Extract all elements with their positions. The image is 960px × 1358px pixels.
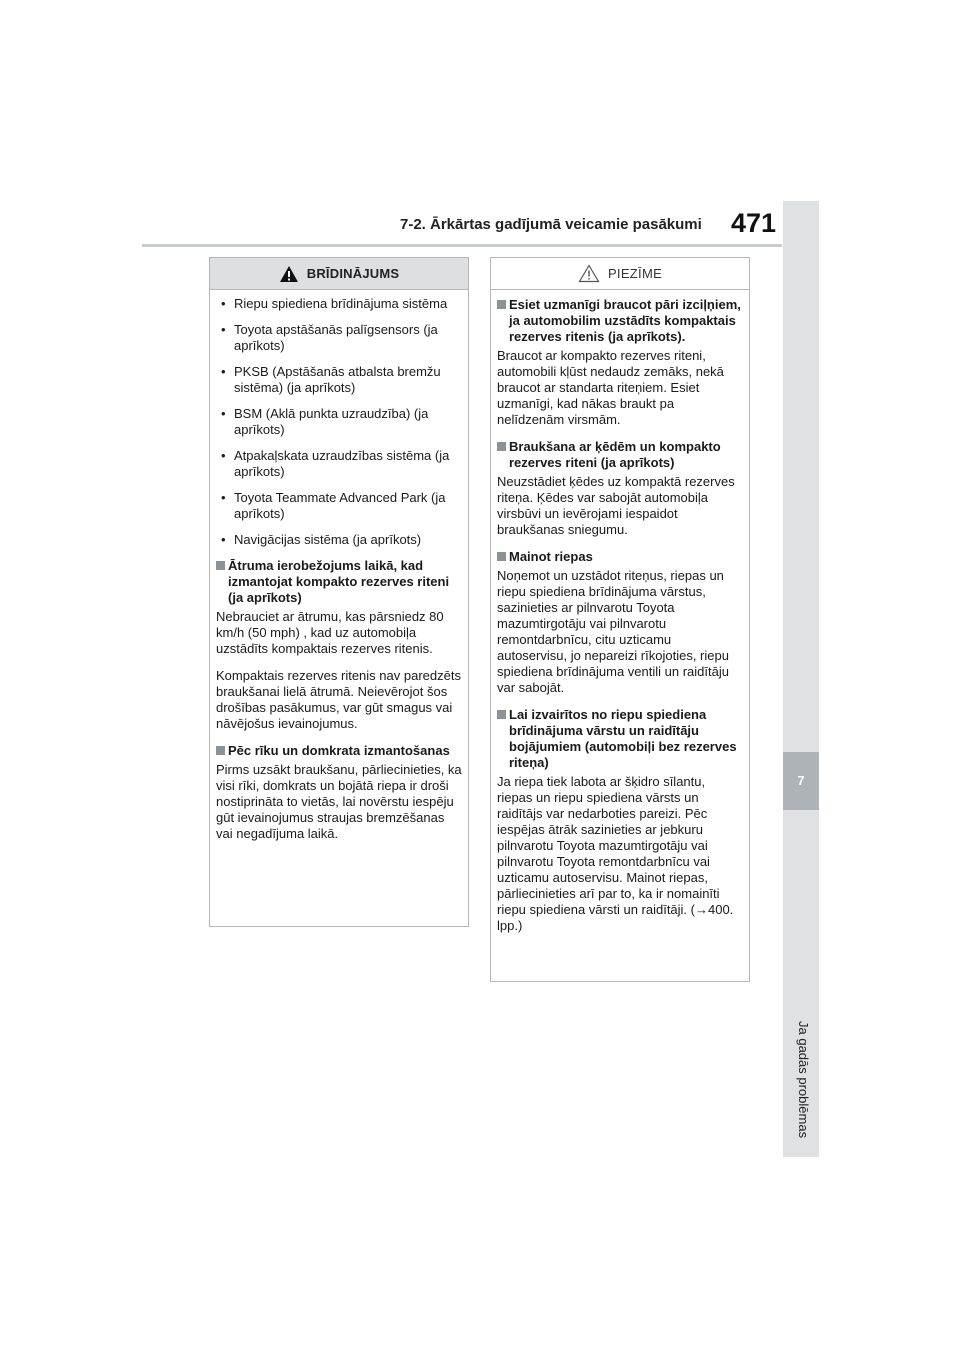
paragraph: Neuzstādiet ķēdes uz kompaktā rezerves riteņa. Ķēdes var sabojāt automobiļa virsbūvi un ievērojami iespaidot braukšanas sniegumu.: [497, 474, 735, 537]
chapter-number: 7: [797, 773, 805, 788]
list-item: [216, 296, 462, 312]
list-item-text: Riepu spiediena brīdinājuma sistēma: [234, 296, 448, 311]
section-heading-text: Ātruma ierobežojums laikā, kad izmantojat kompakto rezerves riteni (ja aprīkots): [228, 558, 450, 605]
section-square-icon: [497, 442, 506, 451]
section-heading: [497, 297, 743, 345]
bullet-dot-icon: •: [221, 322, 226, 337]
page-header-title: 7-2. Ārkārtas gadījumā veicamie pasākumi: [400, 216, 702, 233]
list-item-text: Atpakaļskata uzraudzības sistēma (ja aprīkots): [234, 448, 450, 479]
paragraph: Noņemot un uzstādot riteņus, riepas un riepu spiediena brīdinājuma vārstus, sazinieties ar pilnvarotu Toyota mazumtirgotāju vai pilnvarotu remontdarbnīcu, citu uzticamu autoservisu, jo nepareizi rīkojoties, riepu spiediena brīdinājuma ventili un raidītāju var sabojāt.: [497, 568, 729, 695]
note-box-header: [491, 258, 749, 290]
warning-box-title: BRĪDINĀJUMS: [306, 266, 400, 281]
section-square-icon: [497, 552, 506, 561]
paragraph: Kompaktais rezerves ritenis nav paredzēts braukšanai lielā ātrumā. Neievērojot šos drošības pasākumus, var gūt smagus vai nāvējošus ievainojumus.: [216, 668, 461, 731]
chapter-label: Ja gadās problēmas: [796, 1021, 811, 1139]
note-box-title: PIEZĪME: [607, 266, 663, 281]
list-item-text: Toyota apstāšanās palīgsensors (ja aprīkots): [234, 322, 438, 353]
list-item-text: BSM (Aklā punkta uzraudzība) (ja aprīkots): [234, 406, 429, 437]
section-heading: [497, 549, 743, 565]
section-heading: [497, 707, 743, 771]
section-heading-text: Lai izvairītos no riepu spiediena brīdinājuma vārstu un raidītāju bojājumiem (automobiļi bez rezerves riteņa): [509, 707, 737, 770]
page-number: 471: [731, 208, 777, 238]
note-box: [490, 257, 750, 982]
header-divider: [142, 244, 782, 247]
section-heading-text: Pēc rīku un domkrata izmantošanas: [228, 743, 450, 758]
list-item: [216, 406, 462, 438]
warning-box-header: [210, 258, 468, 290]
bullet-dot-icon: •: [221, 448, 226, 463]
note-box-body: [491, 290, 749, 934]
bullet-dot-icon: •: [221, 406, 226, 421]
section-square-icon: [216, 561, 225, 570]
list-item: [216, 364, 462, 396]
list-item: [216, 490, 462, 522]
list-item-text: PKSB (Apstāšanās atbalsta bremžu sistēma) (ja aprīkots): [234, 364, 441, 395]
list-item: [216, 448, 462, 480]
bullet-dot-icon: •: [221, 296, 226, 311]
paragraph: Braucot ar kompakto rezerves riteni, automobili kļūst nedaudz zemāks, nekā braucot ar standarta riteņiem. Esiet uzmanīgi, kad nākas braukt pa nelīdzenām virsmām.: [497, 348, 724, 427]
bullet-dot-icon: •: [221, 532, 226, 547]
section-heading: [497, 439, 743, 471]
section-square-icon: [216, 746, 225, 755]
list-item: [216, 532, 462, 548]
bullet-dot-icon: •: [221, 490, 226, 505]
caution-outline-triangle-icon: [578, 264, 600, 283]
section-square-icon: [497, 710, 506, 719]
section-heading: [216, 743, 462, 759]
section-square-icon: [497, 300, 506, 309]
paragraph: Pirms uzsākt braukšanu, pārliecinieties, ka visi rīki, domkrats un bojātā riepa ir droši nostiprināta to vietās, lai novērstu iespēju gūt ievainojumus straujas bremzēšanas vai negadījuma laikā.: [216, 762, 462, 841]
warning-box: [209, 257, 469, 927]
list-item: [216, 322, 462, 354]
paragraph: Nebrauciet ar ātrumu, kas pārsniedz 80 km/h (50 mph) , kad uz automobiļa uzstādīts kompaktais rezerves ritenis.: [216, 609, 444, 656]
section-heading-text: Esiet uzmanīgi braucot pāri izciļņiem, ja automobilim uzstādīts kompaktais rezerves ritenis (ja aprīkots).: [509, 297, 741, 344]
list-item-text: Toyota Teammate Advanced Park (ja aprīkots): [234, 490, 446, 521]
bullet-dot-icon: •: [221, 364, 226, 379]
warning-triangle-icon: [279, 265, 299, 283]
section-heading-text: Mainot riepas: [509, 549, 593, 564]
warning-box-body: [210, 290, 468, 842]
chapter-side-tab: [783, 201, 819, 1157]
section-heading: [216, 558, 462, 606]
section-heading-text: Braukšana ar ķēdēm un kompakto rezerves riteni (ja aprīkots): [509, 439, 721, 470]
paragraph: Ja riepa tiek labota ar šķidro sīlantu, riepas un riepu spiediena vārsts un raidītājs var nedarboties pareizi. Pēc iespējas ātrāk sazinieties ar jebkuru pilnvarotu Toyota mazumtirgotāju vai pilnvarotu Toyota remontdarbnīcu vai uzticamu autoservisu. Mainot riepas, pārliecinieties arī par to, ka ir nomainīti riepu spiediena vārsti un raidītāji. (→400. lpp.): [497, 774, 734, 933]
list-item-text: Navigācijas sistēma (ja aprīkots): [234, 532, 422, 547]
warning-bullet-list: [216, 296, 462, 548]
